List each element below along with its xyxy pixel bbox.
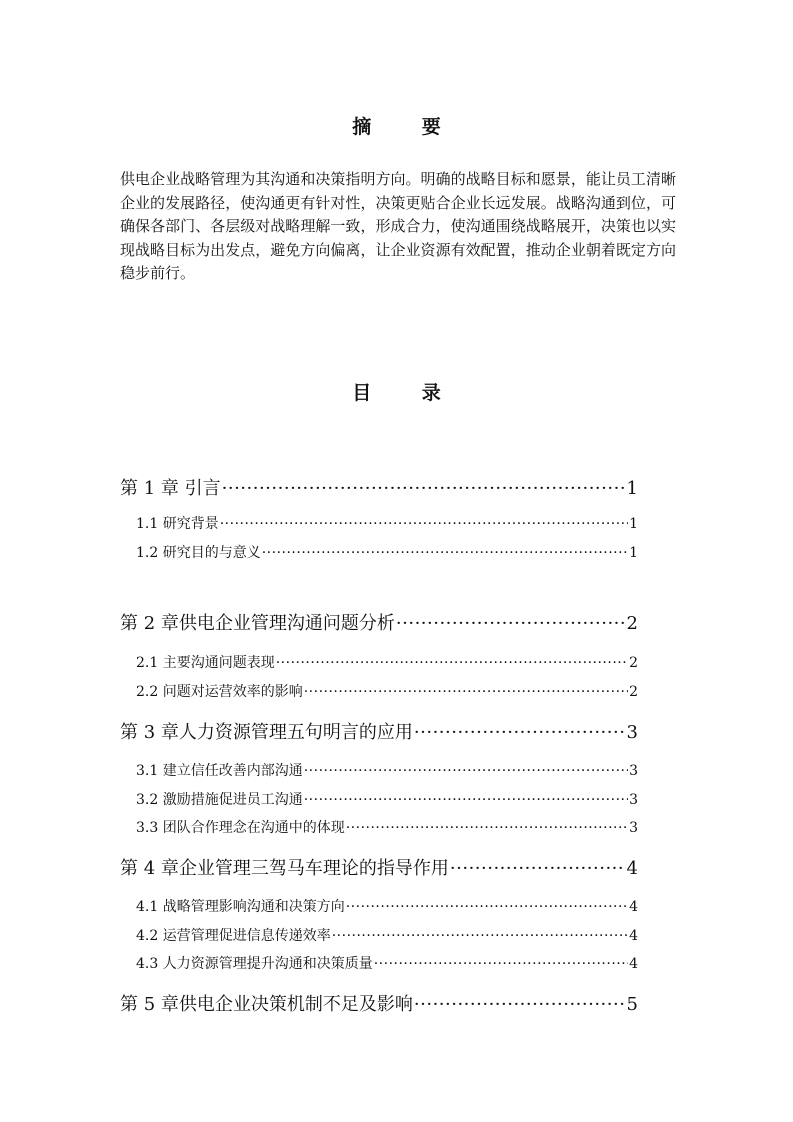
toc-dot-leader bbox=[276, 655, 628, 671]
toc-page-number: 3 bbox=[626, 722, 638, 743]
toc-entry-section-3-2[interactable] bbox=[136, 789, 638, 809]
toc-page-number: 4 bbox=[629, 928, 638, 944]
toc-entry-label: 第 4 章企业管理三驾马车理论的指导作用 bbox=[120, 858, 449, 879]
toc-page-number: 4 bbox=[626, 858, 638, 879]
toc-entry-chapter-3[interactable] bbox=[120, 718, 638, 744]
toc-entry-label: 4.3 人力资源管理提升沟通和决策质量 bbox=[136, 956, 373, 972]
toc-page-number: 3 bbox=[629, 763, 638, 779]
toc-entry-label: 第 1 章 引言 bbox=[120, 478, 221, 499]
toc-dot-leader bbox=[450, 858, 626, 879]
toc-entry-chapter-5[interactable] bbox=[120, 990, 638, 1016]
toc-entry-label: 3.1 建立信任改善内部沟通 bbox=[136, 763, 303, 779]
toc-entry-label: 第 5 章供电企业决策机制不足及影响 bbox=[120, 994, 413, 1015]
toc-title: 目 录 bbox=[352, 382, 463, 404]
toc-dot-leader bbox=[346, 820, 628, 836]
toc-page-number: 5 bbox=[626, 994, 638, 1015]
toc-dot-leader bbox=[262, 545, 628, 561]
toc-entry-label: 2.2 问题对运营效率的影响 bbox=[136, 684, 303, 700]
toc-entry-section-4-1[interactable] bbox=[136, 896, 638, 916]
toc-page-number: 4 bbox=[629, 899, 638, 915]
toc-entry-section-1-1[interactable] bbox=[136, 513, 638, 533]
toc-dot-leader bbox=[414, 722, 626, 743]
toc-entry-section-2-1[interactable] bbox=[136, 652, 638, 672]
toc-entry-section-4-3[interactable] bbox=[136, 953, 638, 973]
toc-page-number: 4 bbox=[629, 956, 638, 972]
toc-dot-leader bbox=[374, 956, 628, 972]
toc-page-number: 2 bbox=[629, 684, 638, 700]
toc-page-number: 1 bbox=[629, 545, 638, 561]
toc-entry-label: 3.2 激励措施促进员工沟通 bbox=[136, 792, 303, 808]
toc-entry-label: 1.1 研究背景 bbox=[136, 516, 219, 532]
toc-entry-section-3-1[interactable] bbox=[136, 760, 638, 780]
toc-page-number: 1 bbox=[629, 516, 638, 532]
toc-entry-label: 第 2 章供电企业管理沟通问题分析 bbox=[120, 613, 395, 634]
toc-dot-leader bbox=[414, 994, 626, 1015]
toc-entry-chapter-2[interactable] bbox=[120, 609, 638, 635]
toc-page-number: 3 bbox=[629, 820, 638, 836]
abstract-body: 供电企业战略管理为其沟通和决策指明方向。明确的战略目标和愿景，能让员工清晰企业的发展路径，使沟通更有针对性，决策更贴合企业长远发展。战略沟通到位，可确保各部门、各层级对战略理解一致，形成合力，使沟通围绕战略展开，决策也以实现战略目标为出发点，避免方向偏离，让企业资源有效配置，推动企业朝着既定方向稳步前行。 bbox=[120, 170, 676, 282]
toc-entry-chapter-4[interactable] bbox=[120, 854, 638, 880]
toc-entry-section-1-2[interactable] bbox=[136, 542, 638, 562]
toc-dot-leader bbox=[222, 478, 626, 499]
toc-page-number: 2 bbox=[626, 613, 638, 634]
abstract-title: 摘 要 bbox=[352, 116, 463, 138]
toc-dot-leader bbox=[332, 928, 628, 944]
toc-dot-leader bbox=[304, 792, 628, 808]
toc-dot-leader bbox=[220, 516, 628, 532]
toc-dot-leader bbox=[396, 613, 626, 634]
toc-entry-section-4-2[interactable] bbox=[136, 925, 638, 945]
toc-dot-leader bbox=[346, 899, 628, 915]
toc-entry-label: 第 3 章人力资源管理五句明言的应用 bbox=[120, 722, 413, 743]
toc-page-number: 2 bbox=[629, 655, 638, 671]
toc-entry-label: 3.3 团队合作理念在沟通中的体现 bbox=[136, 820, 345, 836]
toc-dot-leader bbox=[304, 763, 628, 779]
toc-entry-section-3-3[interactable] bbox=[136, 817, 638, 837]
toc-entry-label: 4.2 运营管理促进信息传递效率 bbox=[136, 928, 331, 944]
toc-entry-label: 4.1 战略管理影响沟通和决策方向 bbox=[136, 899, 345, 915]
toc-entry-label: 2.1 主要沟通问题表现 bbox=[136, 655, 275, 671]
toc-page-number: 3 bbox=[629, 792, 638, 808]
toc-entry-label: 1.2 研究目的与意义 bbox=[136, 545, 261, 561]
toc-entry-section-2-2[interactable] bbox=[136, 681, 638, 701]
toc-entry-chapter-1[interactable] bbox=[120, 474, 638, 500]
toc-page-number: 1 bbox=[626, 478, 638, 499]
toc-dot-leader bbox=[304, 684, 628, 700]
